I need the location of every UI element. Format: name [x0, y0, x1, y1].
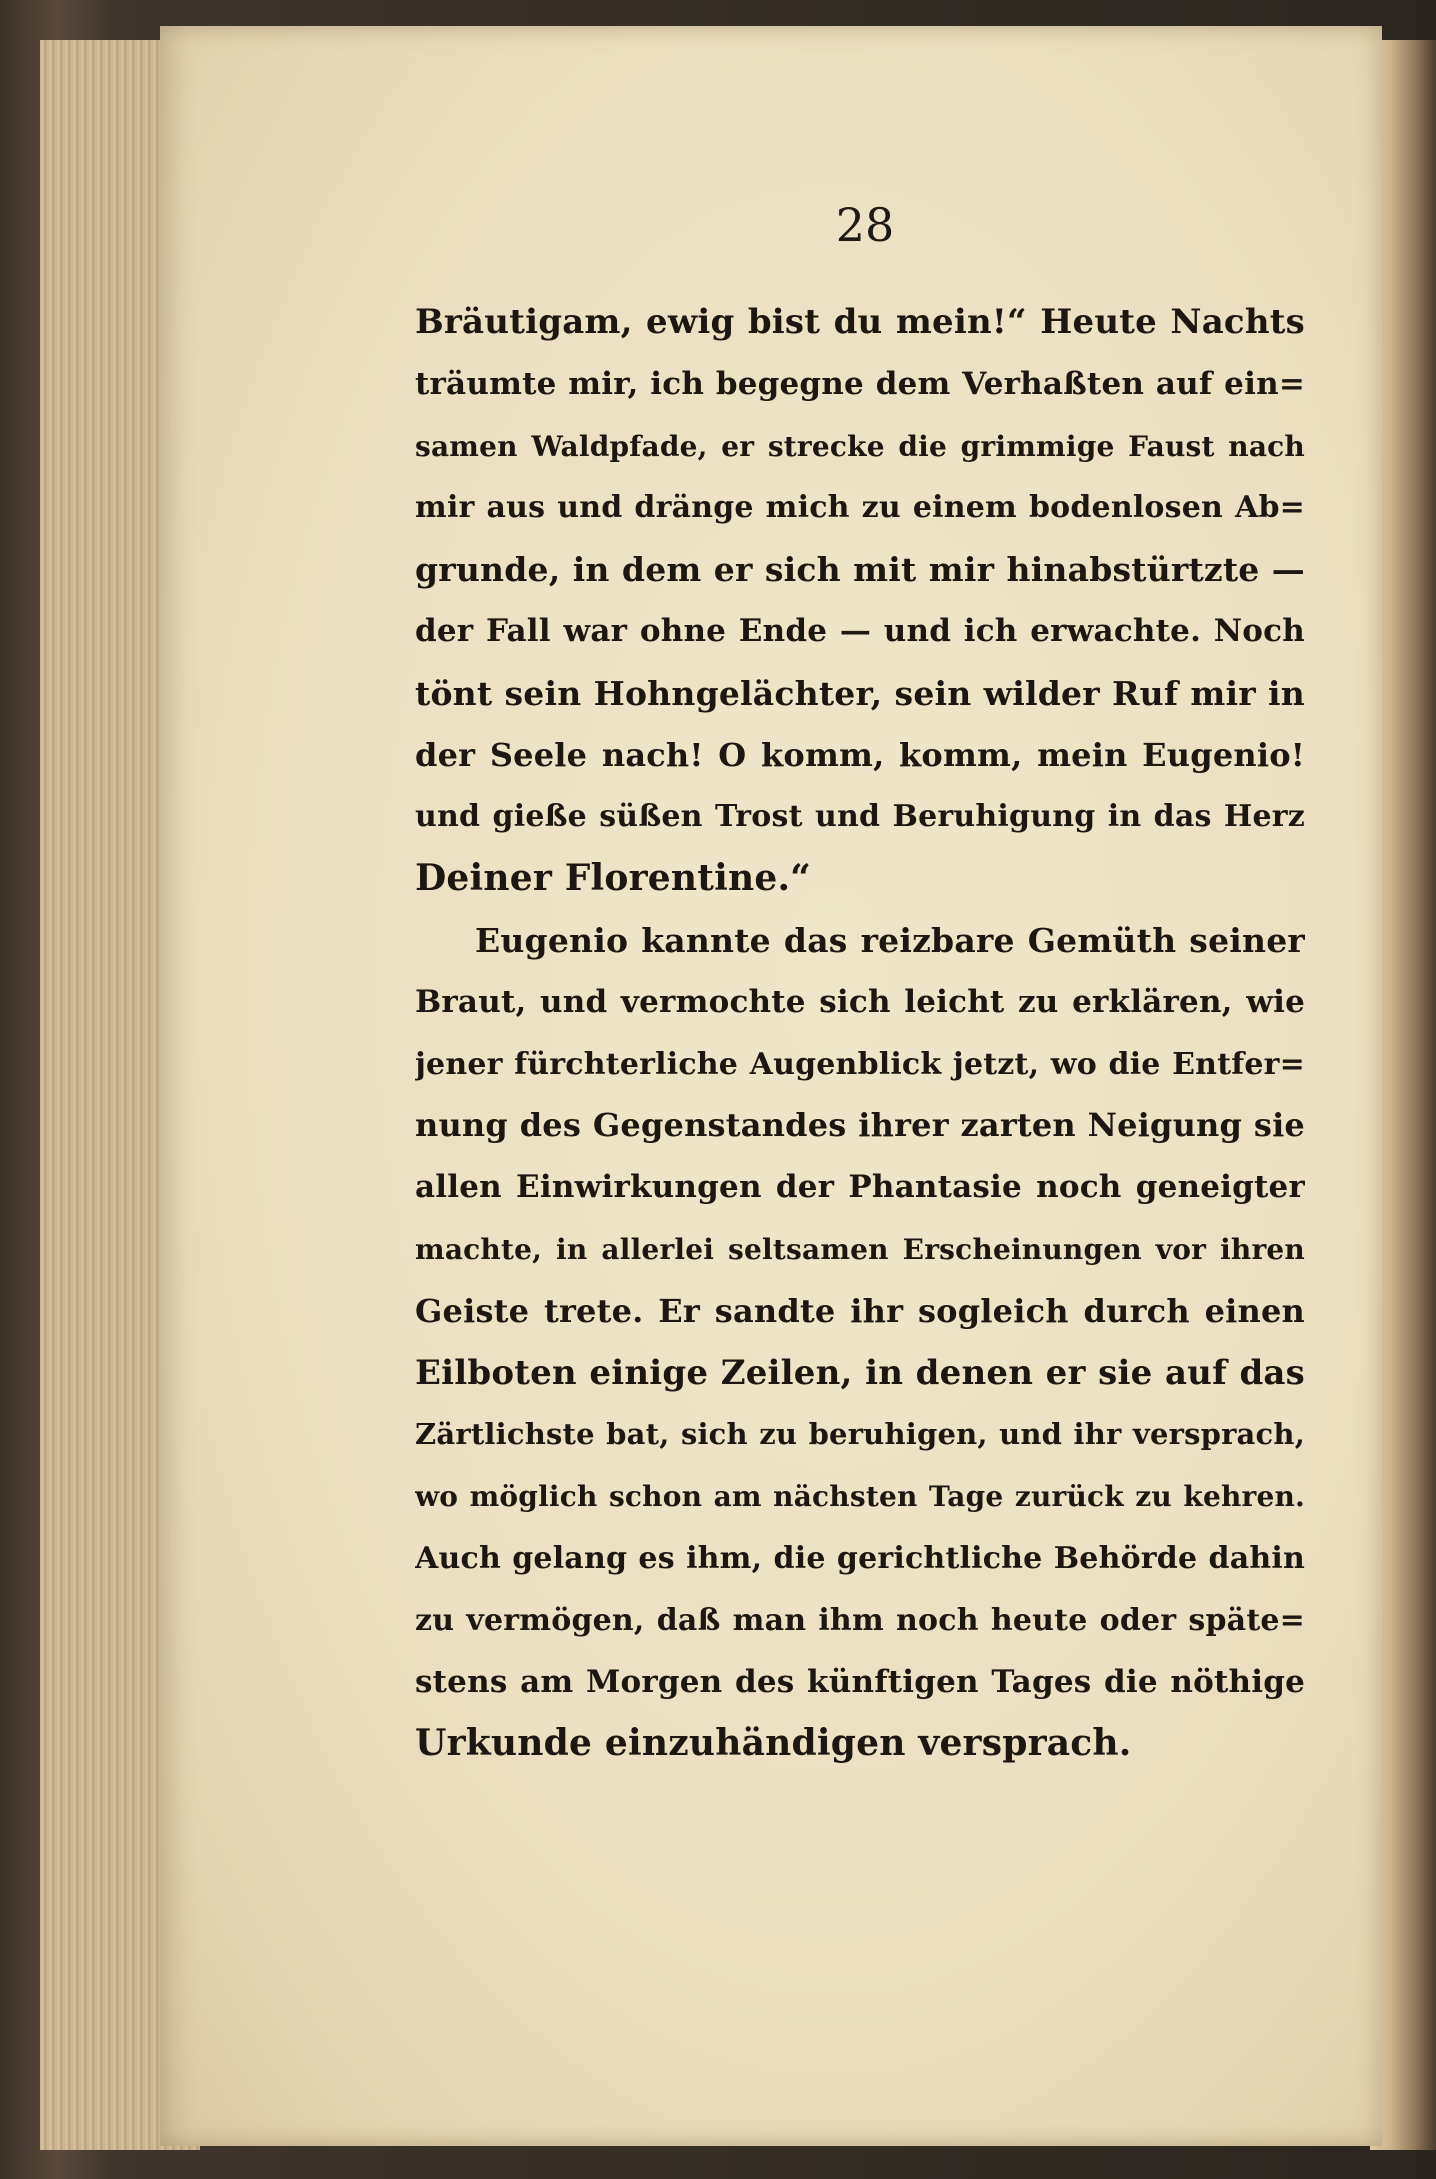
page-number: 28 [835, 198, 895, 252]
text-line: der Fall war ohne Ende — und ich erwachte. Noch [415, 612, 1305, 649]
text-line: Eilboten einige Zeilen, in denen er sie auf das [415, 1352, 1305, 1393]
text-line: Urkunde einzuhändigen versprach. [415, 1722, 1132, 1765]
text-line: samen Waldpfade, er strecke die grimmige Faust nach [415, 429, 1305, 463]
page-text [415, 292, 1305, 1775]
text-line: jener fürchterliche Augenblick jetzt, wo die Entfer= [415, 1046, 1305, 1082]
text-line: Zärtlichste bat, sich zu beruhigen, und ihr versprach, [415, 1417, 1305, 1452]
text-line: nung des Gegenstandes ihrer zarten Neigung sie [415, 1106, 1305, 1145]
text-line: machte, in allerlei seltsamen Erscheinungen vor ihren [415, 1232, 1305, 1266]
text-line: Bräutigam, ewig bist du mein!“ Heute Nachts [415, 302, 1305, 342]
text-line: Braut, und vermochte sich leicht zu erklären, wie [415, 983, 1305, 1020]
text-line: allen Einwirkungen der Phantasie noch geneigter [415, 1169, 1305, 1206]
text-line: Auch gelang es ihm, die gerichtliche Behörde dahin [415, 1540, 1305, 1576]
text-line: Geiste trete. Er sandte ihr sogleich durch einen [415, 1291, 1305, 1330]
text-line: Deiner Florentine.“ [415, 857, 812, 900]
text-line: mir aus und dränge mich zu einem bodenlosen Ab= [415, 490, 1305, 526]
paragraph-start-line: Eugenio kannte das reizbare Gemüth seiner [475, 920, 1305, 960]
text-line: stens am Morgen des künftigen Tages die nöthige [415, 1663, 1305, 1700]
text-line: träumte mir, ich begegne dem Verhaßten auf ein= [415, 365, 1305, 402]
text-line: wo möglich schon am nächsten Tage zurück zu kehren. [415, 1480, 1305, 1514]
text-line: grunde, in dem er sich mit mir hinabstürtzte — [415, 550, 1305, 590]
text-line: und gieße süßen Trost und Beruhigung in das Herz [415, 799, 1305, 835]
text-line: tönt sein Hohngelächter, sein wilder Ruf mir in [415, 673, 1305, 713]
text-line: der Seele nach! O komm, komm, mein Eugenio! [415, 735, 1305, 774]
text-line: zu vermögen, daß man ihm noch heute oder späte= [415, 1602, 1305, 1638]
